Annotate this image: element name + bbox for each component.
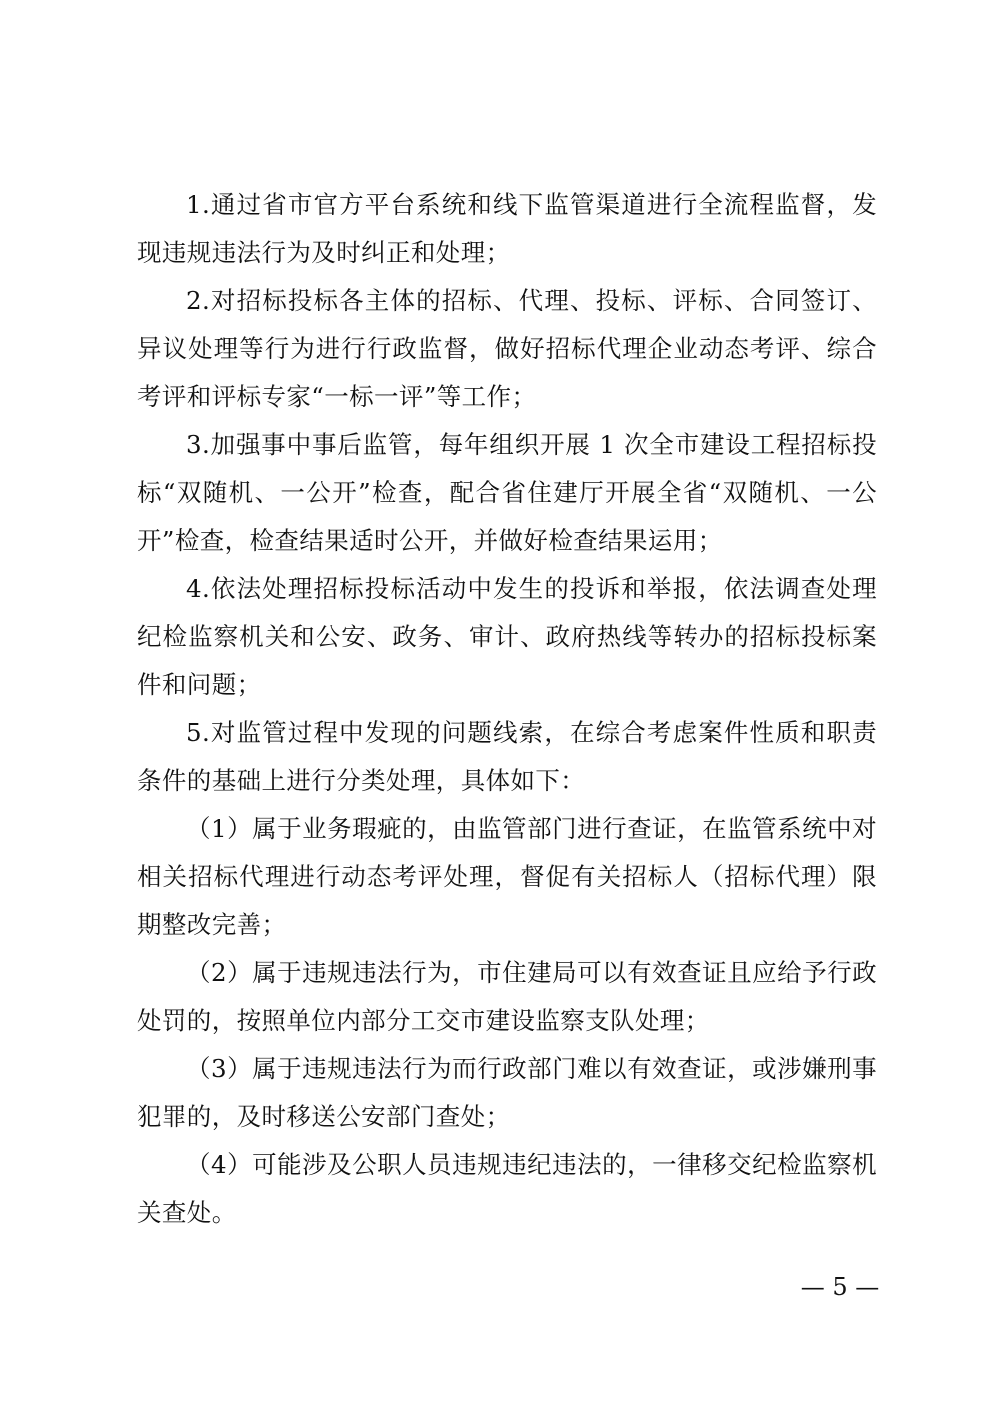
paragraph-4: 4.依法处理招标投标活动中发生的投诉和举报，依法调查处理纪检监察机关和公安、政务、审计、政府热线等转办的招标投标案件和问题；: [137, 574, 877, 699]
paragraph-5-item-4: （4）可能涉及公职人员违规违纪违法的，一律移交纪检监察机关查处。: [137, 1150, 877, 1227]
paragraph-2: 2.对招标投标各主体的招标、代理、投标、评标、合同签订、异议处理等行为进行行政监督，做好招标代理企业动态考评、综合考评和评标专家“一标一评”等工作；: [137, 286, 877, 411]
paragraph-5-item-1: （1）属于业务瑕疵的，由监管部门进行查证，在监管系统中对相关招标代理进行动态考评处理，督促有关招标人（招标代理）限期整改完善；: [137, 814, 877, 939]
body-text: [137, 181, 877, 1237]
page-number: — 5 —: [800, 1273, 880, 1301]
paragraph-5: 5.对监管过程中发现的问题线索，在综合考虑案件性质和职责条件的基础上进行分类处理，具体如下：: [137, 718, 877, 795]
paragraph-5-item-3: （3）属于违规违法行为而行政部门难以有效查证，或涉嫌刑事犯罪的，及时移送公安部门查处；: [137, 1054, 877, 1131]
paragraph-5-item-2: （2）属于违规违法行为，市住建局可以有效查证且应给予行政处罚的，按照单位内部分工交市建设监察支队处理；: [137, 958, 877, 1035]
paragraph-3: 3.加强事中事后监管，每年组织开展 1 次全市建设工程招标投标“双随机、一公开”检查，配合省住建厅开展全省“双随机、一公开”检查，检查结果适时公开，并做好检查结果运用；: [137, 430, 877, 555]
paragraph-1: 1.通过省市官方平台系统和线下监管渠道进行全流程监督，发现违规违法行为及时纠正和处理；: [137, 190, 877, 267]
